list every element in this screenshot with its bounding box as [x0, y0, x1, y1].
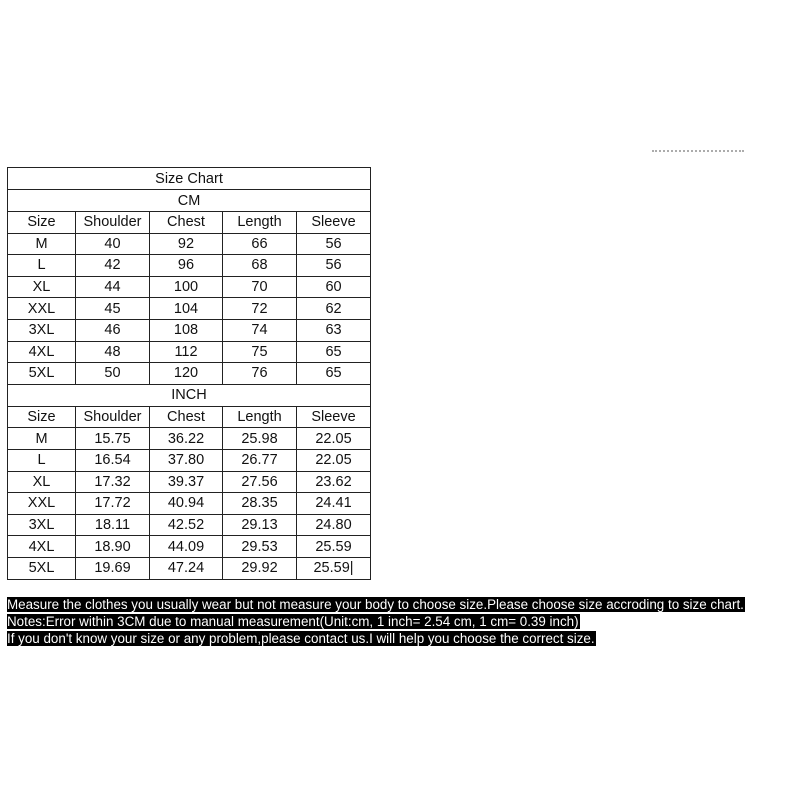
unit-row [8, 384, 371, 406]
size-cell: 4XL [8, 341, 76, 363]
table-row [8, 557, 371, 579]
measurement-cell: 63 [297, 319, 371, 341]
measurement-cell: 48 [76, 341, 150, 363]
measurement-cell: 23.62 [297, 471, 371, 493]
table-row [8, 493, 371, 515]
table-row [8, 319, 371, 341]
measurement-cell: 45 [76, 298, 150, 320]
measurement-cell: 25.98 [223, 428, 297, 450]
measurement-cell: 50 [76, 363, 150, 385]
measurement-cell: 46 [76, 319, 150, 341]
measurement-cell: 16.54 [76, 449, 150, 471]
unit-label: CM [8, 190, 371, 212]
measurement-cell: 72 [223, 298, 297, 320]
size-cell: L [8, 255, 76, 277]
measurement-cell: 66 [223, 233, 297, 255]
column-header: Sleeve [297, 212, 371, 234]
size-cell: M [8, 233, 76, 255]
column-header: Shoulder [76, 212, 150, 234]
header-row [8, 212, 371, 234]
measurement-cell: 29.92 [223, 557, 297, 579]
measurement-cell: 18.11 [76, 514, 150, 536]
measurement-cell: 65 [297, 363, 371, 385]
unit-row [8, 190, 371, 212]
measurement-cell: 40.94 [150, 493, 223, 515]
measurement-cell: 62 [297, 298, 371, 320]
measurement-cell: 104 [150, 298, 223, 320]
measurement-cell: 17.72 [76, 493, 150, 515]
measurement-cell: 42.52 [150, 514, 223, 536]
measurement-cell: 17.32 [76, 471, 150, 493]
measurement-cell: 22.05 [297, 449, 371, 471]
table-row [8, 276, 371, 298]
note-measure-text: Measure the clothes you usually wear but not measure your body to choose size.Please choose size accroding to size chart. [7, 597, 744, 612]
table-row [8, 449, 371, 471]
size-cell: XXL [8, 493, 76, 515]
measurement-cell: 25.59 [297, 536, 371, 558]
measurement-cell: 96 [150, 255, 223, 277]
measurement-cell: 112 [150, 341, 223, 363]
measurement-cell: 36.22 [150, 428, 223, 450]
measurement-cell: 74 [223, 319, 297, 341]
table-row [8, 471, 371, 493]
table-row [8, 536, 371, 558]
measurement-cell: 56 [297, 255, 371, 277]
table-row [8, 298, 371, 320]
measurement-cell: 44 [76, 276, 150, 298]
measurement-cell: 75 [223, 341, 297, 363]
measurement-cell: 70 [223, 276, 297, 298]
measurement-cell: 19.69 [76, 557, 150, 579]
note-line [7, 630, 745, 647]
notes-block [7, 596, 745, 647]
note-contact-text: If you don't know your size or any problem,please contact us.I will help you choose the correct size. [7, 631, 595, 646]
measurement-cell: 29.13 [223, 514, 297, 536]
measurement-cell: 39.37 [150, 471, 223, 493]
unit-label: INCH [8, 384, 371, 406]
column-header: Length [223, 212, 297, 234]
size-cell: 3XL [8, 514, 76, 536]
measurement-cell: 37.80 [150, 449, 223, 471]
size-chart-table [7, 167, 371, 580]
measurement-cell: 40 [76, 233, 150, 255]
title-row [8, 168, 371, 190]
column-header: Chest [150, 212, 223, 234]
table-title: Size Chart [8, 168, 371, 190]
measurement-cell: 15.75 [76, 428, 150, 450]
size-cell: 3XL [8, 319, 76, 341]
size-cell: XL [8, 471, 76, 493]
size-cell: 5XL [8, 557, 76, 579]
measurement-cell: 65 [297, 341, 371, 363]
size-cell: L [8, 449, 76, 471]
column-header: Size [8, 406, 76, 428]
measurement-cell: 60 [297, 276, 371, 298]
table-row [8, 341, 371, 363]
measurement-cell: 42 [76, 255, 150, 277]
faint-watermark [652, 150, 744, 158]
table-row [8, 363, 371, 385]
measurement-cell: 29.53 [223, 536, 297, 558]
measurement-cell: 47.24 [150, 557, 223, 579]
note-line [7, 596, 745, 613]
size-cell: XL [8, 276, 76, 298]
measurement-cell: 44.09 [150, 536, 223, 558]
header-row [8, 406, 371, 428]
note-line [7, 613, 745, 630]
table-row [8, 233, 371, 255]
measurement-cell: 24.41 [297, 493, 371, 515]
measurement-cell: 56 [297, 233, 371, 255]
note-error-text: Notes:Error within 3CM due to manual measurement(Unit:cm, 1 inch= 2.54 cm, 1 cm= 0.39 inch) [7, 614, 579, 629]
measurement-cell: 26.77 [223, 449, 297, 471]
size-cell: XXL [8, 298, 76, 320]
column-header: Length [223, 406, 297, 428]
table-row [8, 255, 371, 277]
measurement-cell: 92 [150, 233, 223, 255]
size-chart-body [8, 168, 371, 580]
measurement-cell: 18.90 [76, 536, 150, 558]
measurement-cell: 76 [223, 363, 297, 385]
measurement-cell: 68 [223, 255, 297, 277]
size-cell: M [8, 428, 76, 450]
measurement-cell: 27.56 [223, 471, 297, 493]
size-cell: 5XL [8, 363, 76, 385]
table-row [8, 514, 371, 536]
size-cell: 4XL [8, 536, 76, 558]
column-header: Chest [150, 406, 223, 428]
measurement-cell: 100 [150, 276, 223, 298]
measurement-cell: 24.80 [297, 514, 371, 536]
table-row [8, 428, 371, 450]
column-header: Size [8, 212, 76, 234]
measurement-cell: 120 [150, 363, 223, 385]
measurement-cell: 25.59| [297, 557, 371, 579]
column-header: Shoulder [76, 406, 150, 428]
measurement-cell: 108 [150, 319, 223, 341]
measurement-cell: 28.35 [223, 493, 297, 515]
column-header: Sleeve [297, 406, 371, 428]
measurement-cell: 22.05 [297, 428, 371, 450]
